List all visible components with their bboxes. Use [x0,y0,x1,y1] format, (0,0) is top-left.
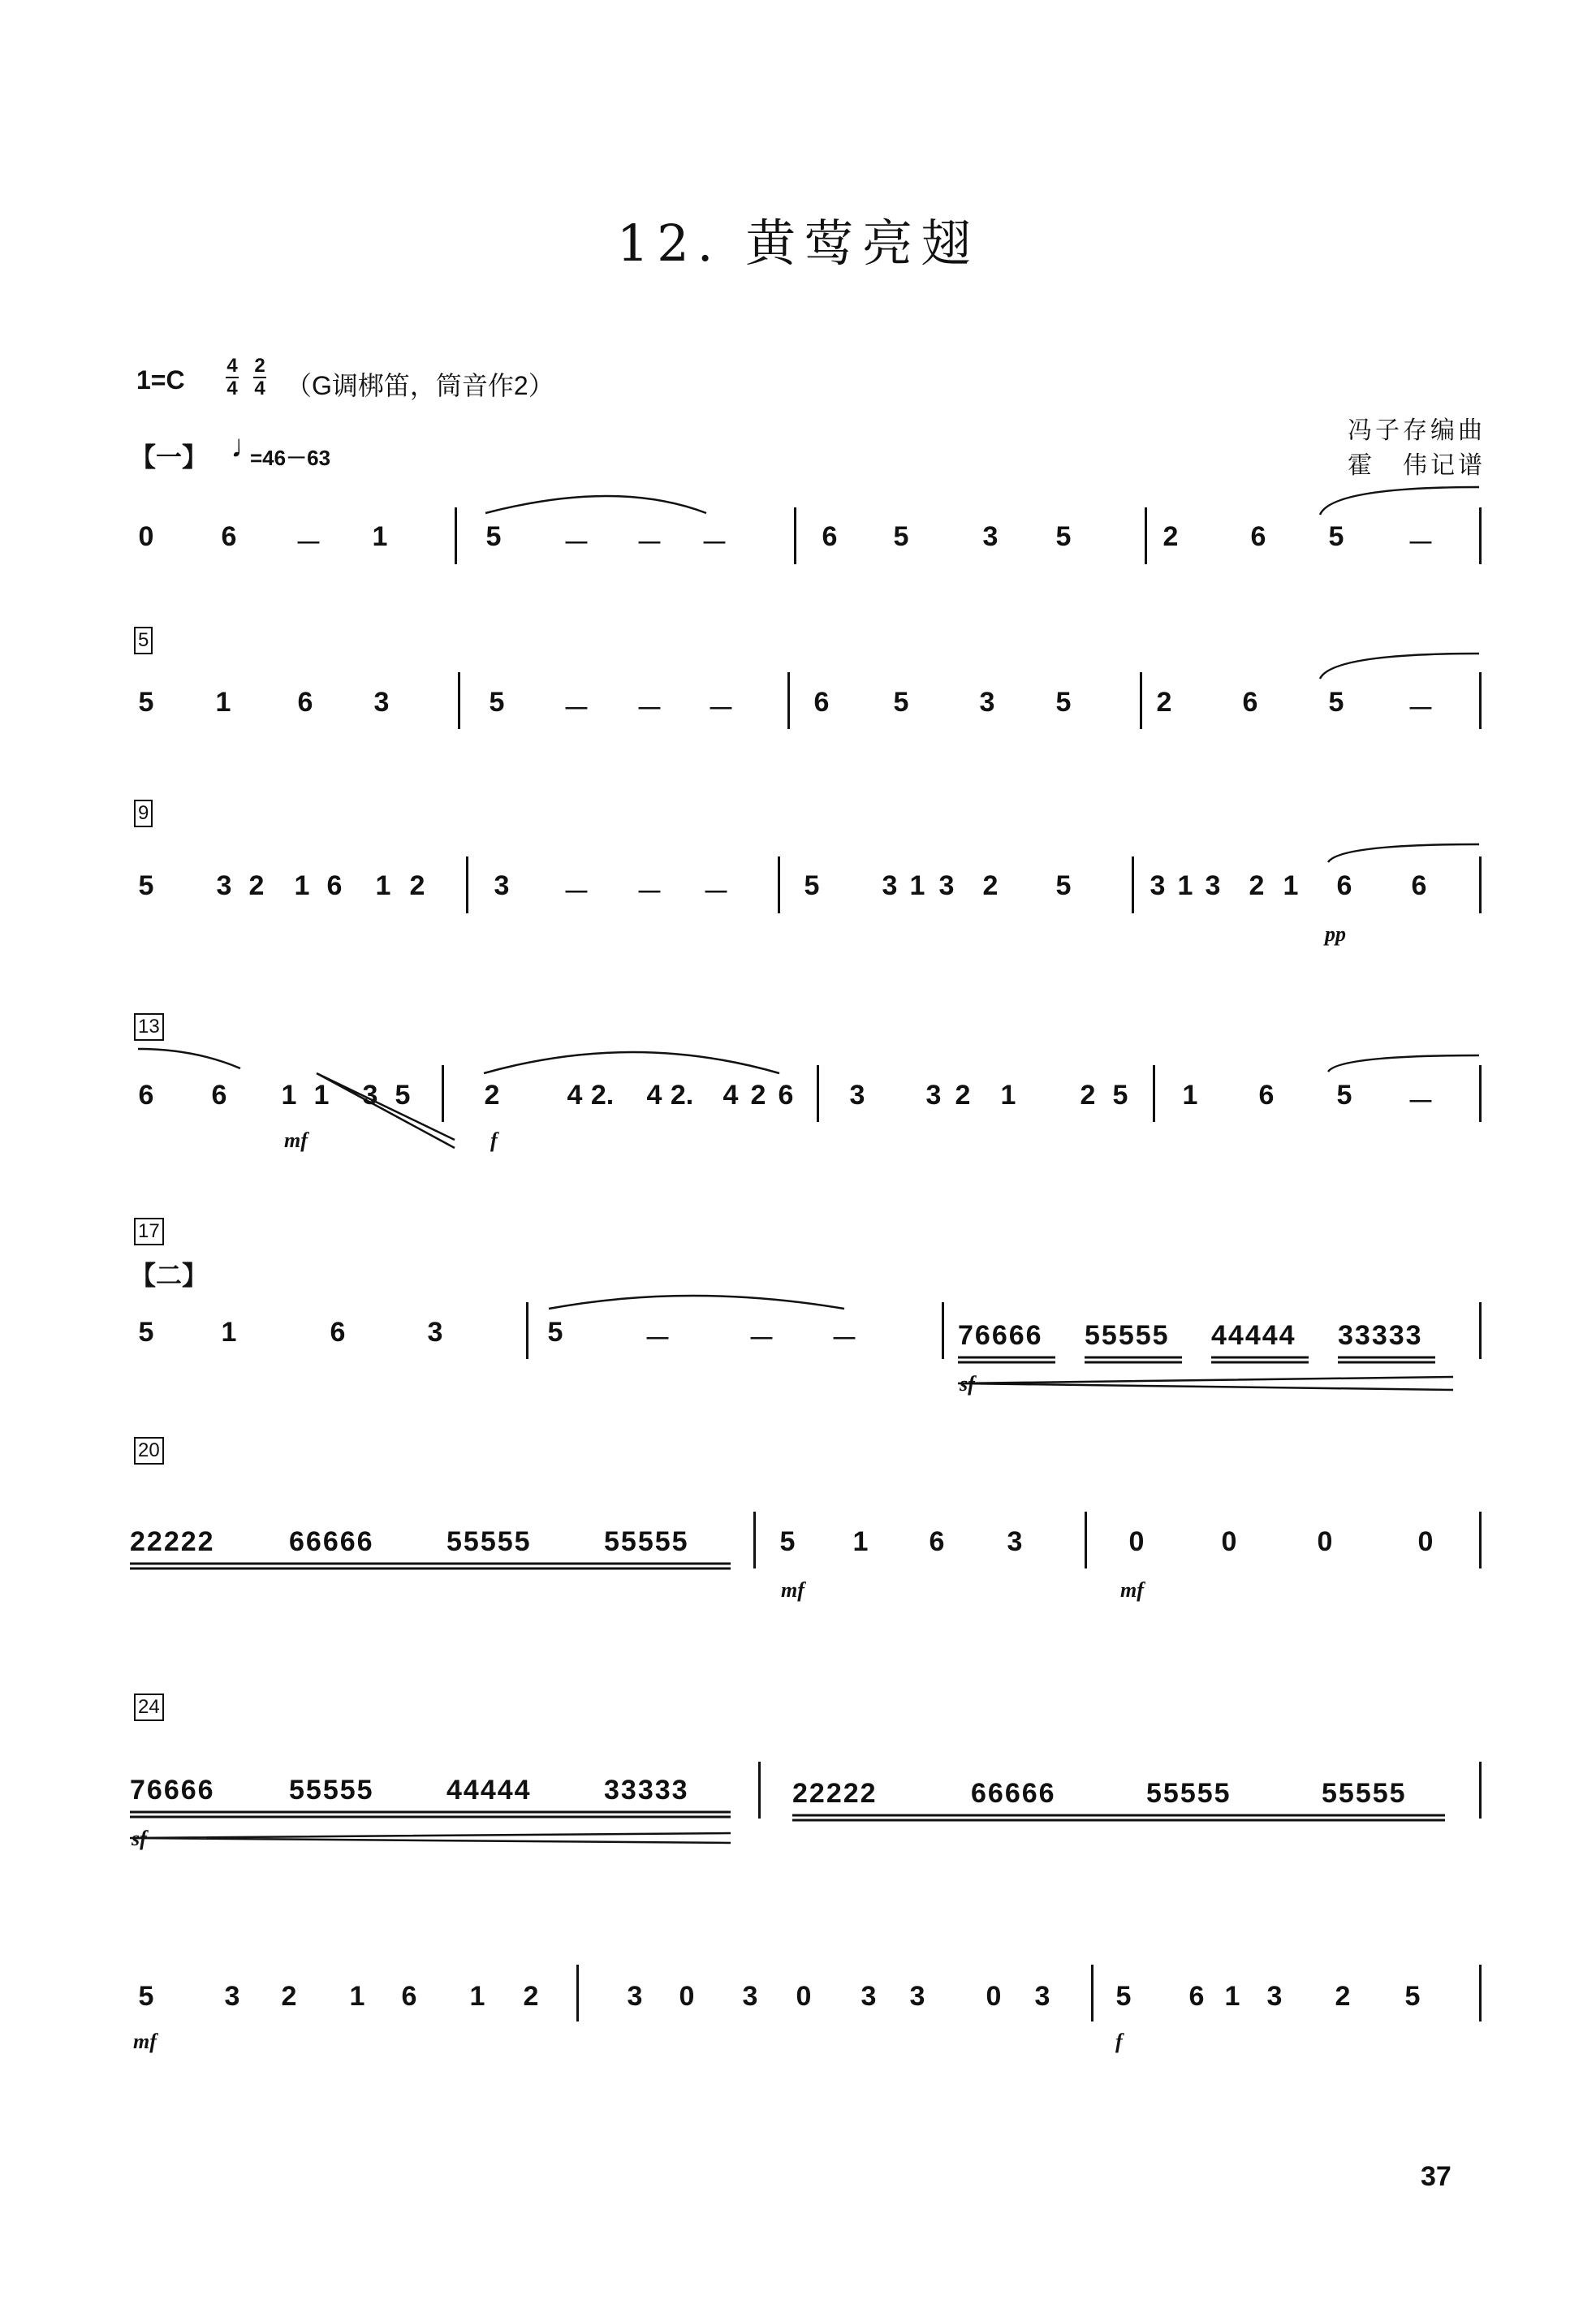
note: 5 [1328,521,1344,552]
note: 6 [1258,1080,1275,1111]
note: 5 [547,1317,563,1348]
note: － [707,694,735,725]
note: 3 [362,1080,378,1111]
note-group: 55555 [604,1526,689,1557]
barline [1145,507,1147,564]
note-group: 55555 [289,1775,374,1806]
note: 2 [281,1981,297,2012]
dynamic-pp: pp [1325,922,1346,946]
barline [1085,1512,1087,1568]
note-group: 66666 [289,1526,374,1557]
note: 0 [1317,1526,1333,1557]
note: 3 [216,870,232,901]
barline [942,1302,944,1359]
section-marker-1: 【一】 [130,442,209,472]
note: 0 [138,521,154,552]
note: － [563,529,590,559]
barline [1479,672,1482,729]
note: 3 [861,1981,877,2012]
note: 1 [852,1526,869,1557]
barline [1479,507,1482,564]
note: － [702,878,730,908]
note: 6 [822,521,838,552]
dynamic-mf: mf [284,1128,308,1152]
note: 6 [401,1981,417,2012]
note: － [830,1324,858,1355]
note: 0 [1221,1526,1237,1557]
note-group: 55555 [1146,1778,1232,1809]
meter-b-top: 2 [254,355,265,377]
note: 5 [485,521,502,552]
barline [1479,1302,1482,1359]
barline [466,856,468,913]
note: 3 [909,1981,925,2012]
note: 1 [372,521,388,552]
barline [1479,1512,1482,1568]
note: 2 [1335,1981,1351,2012]
dynamic-sf: sf [132,1827,147,1850]
note: － [636,694,663,725]
note: 6 [1250,521,1266,552]
note: 0 [796,1981,812,2012]
note: 3 [224,1981,240,2012]
note: 3 [849,1080,865,1111]
note: 0 [1417,1526,1434,1557]
measure-number: 17 [134,1218,164,1245]
transcriber-credit: 霍 伟记谱 [1348,451,1486,480]
note: 5 [138,1981,154,2012]
dynamic-sf: sf [960,1372,975,1396]
barline [526,1302,528,1359]
note: 6 [1188,1981,1205,2012]
note: 3 [882,870,898,901]
note: 2 [1162,521,1179,552]
note: 3 [373,687,390,718]
note-group: 55555 [1322,1778,1407,1809]
note: 1 [469,1981,485,2012]
hairpin [130,1833,731,1843]
note: 3 [1205,870,1221,901]
note: 5 [893,687,909,718]
measure-number: 5 [134,627,153,654]
barline [1091,1965,1093,2021]
note: － [644,1324,671,1355]
note: 3 [427,1317,443,1348]
slur [1328,1055,1479,1072]
note: － [701,529,728,559]
note: 3 [742,1981,758,2012]
note: 6 [211,1080,227,1111]
meter-a-top: 4 [226,355,238,377]
note: － [636,878,663,908]
note: 3 [982,521,999,552]
barline [758,1762,761,1819]
barline [817,1065,819,1122]
meter-b-bottom: 4 [254,378,265,399]
note: 2. [670,1080,694,1111]
meter-a-bottom: 4 [226,378,238,399]
note: 2 [1156,687,1172,718]
note: 1 [349,1981,365,2012]
note: 2. [590,1080,615,1111]
note: 0 [679,1981,695,2012]
measure-number: 9 [134,800,153,827]
key-signature: 1=C [136,365,185,395]
note: 1 [1283,870,1299,901]
slur [484,1052,779,1073]
time-signature-b [253,356,266,399]
barline [576,1965,579,2021]
note: － [563,878,590,908]
note: 2 [1080,1080,1096,1111]
note-group: 66666 [971,1778,1056,1809]
note: 4 [646,1080,662,1111]
note: 5 [779,1526,796,1557]
measure-number: 24 [134,1694,164,1721]
composer-credit: 冯子存编曲 [1348,416,1486,445]
note: 1 [294,870,310,901]
note: 5 [893,521,909,552]
note: 5 [138,870,154,901]
note: 2 [982,870,999,901]
measure-number: 20 [134,1437,164,1465]
barline [778,856,780,913]
barline [1140,672,1142,729]
note: 6 [929,1526,945,1557]
note: 6 [326,870,343,901]
note: 6 [138,1080,154,1111]
note-group: 44444 [446,1775,532,1806]
dynamic-f: f [490,1128,498,1152]
note: 5 [804,870,820,901]
note: 1 [215,687,231,718]
barline [1132,856,1134,913]
barline [1479,1965,1482,2021]
note: － [1407,529,1434,559]
note: － [748,1324,775,1355]
note: 2 [484,1080,500,1111]
note: 1 [281,1080,297,1111]
slur [1320,487,1479,515]
note: 0 [986,1981,1002,2012]
note: 2 [409,870,425,901]
barline [458,672,460,729]
note: － [563,694,590,725]
barline [753,1512,756,1568]
note-group: 22222 [130,1526,215,1557]
note: 6 [221,521,237,552]
note: 3 [1150,870,1166,901]
note: 2 [1249,870,1265,901]
note-group: 76666 [130,1775,215,1806]
section-marker-2: 【二】 [130,1261,209,1290]
note: 4 [723,1080,739,1111]
instrument-note: （G调梆笛，筒音作2） [286,371,554,400]
note: 2 [750,1080,766,1111]
note: 6 [297,687,313,718]
note: 6 [1336,870,1352,901]
note: 5 [1328,687,1344,718]
slur [485,496,706,513]
note: 1 [1224,1981,1240,2012]
dynamic-f: f [1115,2030,1123,2053]
barline [794,507,796,564]
note: 5 [1115,1981,1132,2012]
note: 1 [909,870,925,901]
note: 3 [938,870,955,901]
note: 5 [138,687,154,718]
note-group: 33333 [604,1775,689,1806]
note: 6 [813,687,830,718]
note: － [1407,1087,1434,1118]
barline [1479,1762,1482,1819]
note: 1 [1177,870,1193,901]
note: 6 [1242,687,1258,718]
note: 1 [313,1080,330,1111]
note: 3 [1034,1981,1050,2012]
note: 1 [1000,1080,1016,1111]
barline [455,507,457,564]
note-group: 55555 [1085,1320,1170,1351]
barline [787,672,790,729]
note: 3 [494,870,510,901]
note-group: 22222 [792,1778,878,1809]
note: 6 [778,1080,794,1111]
note: 5 [1112,1080,1128,1111]
note: － [636,529,663,559]
note: 0 [1128,1526,1145,1557]
note: 5 [138,1317,154,1348]
note: 3 [627,1981,643,2012]
dynamic-mf: mf [1120,1578,1144,1602]
slur [138,1049,240,1068]
note: － [1407,694,1434,725]
note: 4 [567,1080,583,1111]
page-number: 37 [1421,2161,1451,2192]
note-group: 44444 [1211,1320,1296,1351]
barline [442,1065,444,1122]
note: 6 [1411,870,1427,901]
slur [1328,844,1479,862]
note: 3 [1007,1526,1023,1557]
note: 5 [489,687,505,718]
note: 1 [375,870,391,901]
time-signature-a [226,356,239,399]
note: 5 [1404,1981,1421,2012]
barline [1153,1065,1155,1122]
note: 2 [523,1981,539,2012]
note: 3 [1266,1981,1283,2012]
barline [1479,1065,1482,1122]
note-group: 76666 [958,1320,1043,1351]
hairpin [958,1377,1453,1390]
note: 5 [1336,1080,1352,1111]
note: 5 [1055,687,1072,718]
dynamic-mf: mf [133,2030,157,2053]
dynamic-mf: mf [781,1578,804,1602]
note: 2 [955,1080,971,1111]
note: 2 [248,870,265,901]
note: 1 [221,1317,237,1348]
note: 6 [330,1317,346,1348]
tempo-marking: =46－63 [250,446,331,470]
note-group: 33333 [1338,1320,1423,1351]
note: 1 [1182,1080,1198,1111]
note-group: 55555 [446,1526,532,1557]
note: 5 [1055,521,1072,552]
barline [1479,856,1482,913]
note: 3 [979,687,995,718]
slur [549,1296,844,1309]
note: 3 [925,1080,942,1111]
note: － [295,529,322,559]
note: 5 [1055,870,1072,901]
slur [1320,654,1479,679]
quarter-note-icon: ♩ [231,429,263,464]
page-title: 12. 黄莺亮翅 [616,214,980,273]
note: 5 [395,1080,411,1111]
measure-number: 13 [134,1013,164,1041]
